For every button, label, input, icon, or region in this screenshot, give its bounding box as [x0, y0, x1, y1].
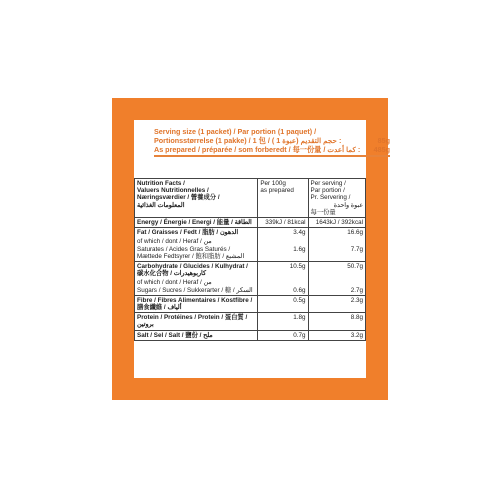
serving-divider: [154, 155, 390, 156]
fat-label: Fat / Graisses / Fedt / 脂肪 / الدهون: [135, 228, 258, 238]
saturates-per100: 1.6g: [258, 237, 308, 261]
fat-serving: 16.6g: [308, 228, 365, 238]
table-row-salt: [135, 330, 366, 340]
sugars-per100: 0.6g: [258, 278, 308, 295]
saturates-serving: 7.7g: [308, 237, 365, 261]
nutrition-table: [134, 178, 366, 341]
table-header-row: [135, 179, 366, 218]
table-row-carbohydrate: [135, 262, 366, 279]
table-row-sugars: [135, 278, 366, 295]
sugars-label: of which / dont / Heraf / من Sugars / Sucres / Sukkerarter / 糖 / السكر: [135, 278, 258, 295]
serving-line-3: As prepared / préparée / som forberedt / 每一份量 / كما أعدت :: [154, 144, 361, 154]
salt-per100: 0.7g: [258, 330, 308, 340]
table-row-fibre: [135, 295, 366, 312]
header-nutrition-facts: Nutrition Facts / Valuers Nutritionnelles / Næringsværdier / 營養成分 / المعلومات الغذائية: [135, 179, 258, 218]
serving-line-2: Portionsstørrelse (1 pakke) / 1 包 / ( عبوة 1) حجم التقديم :: [154, 135, 342, 145]
protein-serving: 8.8g: [308, 313, 365, 330]
table-row-saturates: [135, 237, 366, 261]
protein-label: Protein / Protéines / Protein / 蛋白質 / بروتين: [135, 313, 258, 330]
fibre-serving: 2.3g: [308, 295, 365, 312]
energy-label: Energy / Énergie / Energi / 能量 / الطاقة: [135, 218, 258, 228]
nutrition-label: [112, 98, 388, 400]
prepared-size-value: 485g: [373, 144, 390, 154]
sugars-serving: 2.7g: [308, 278, 365, 295]
header-per-serving: Per serving / Par portion / Pr. Servering / عبوة واحدة 每一份量: [308, 179, 365, 218]
table-row-energy: [135, 218, 366, 228]
energy-serving: 1643kJ / 392kcal: [308, 218, 365, 228]
energy-per100: 339kJ / 81kcal: [258, 218, 308, 228]
serving-line-1: Serving size (1 packet) / Par portion (1 paquet) /: [154, 127, 317, 136]
carb-per100: 10.5g: [258, 262, 308, 279]
salt-serving: 3.2g: [308, 330, 365, 340]
fibre-label: Fibre / Fibres Alimentaires / Kostfibre / 膳食纖維 / ألياف: [135, 295, 258, 312]
fibre-per100: 0.5g: [258, 295, 308, 312]
serving-size-value: 85g: [377, 135, 390, 145]
fat-per100: 3.4g: [258, 228, 308, 238]
carb-serving: 50.7g: [308, 262, 365, 279]
carb-label: Carbohydrate / Glucides / Kulhydrat / 碳水化合物 / كاربوهيدرات: [135, 262, 258, 279]
protein-per100: 1.8g: [258, 313, 308, 330]
serving-info: [154, 128, 390, 157]
table-row-fat: [135, 228, 366, 238]
saturates-label: of which / dont / Heraf / من Saturates / Acides Gras Saturés / Mættede Fedtsyrer / 飽和脂肪 / المشبع: [135, 237, 258, 261]
header-per-100g: Per 100g as prepared: [258, 179, 308, 218]
table-row-protein: [135, 313, 366, 330]
salt-label: Salt / Sel / Salt / 鹽份 / ملح: [135, 330, 258, 340]
